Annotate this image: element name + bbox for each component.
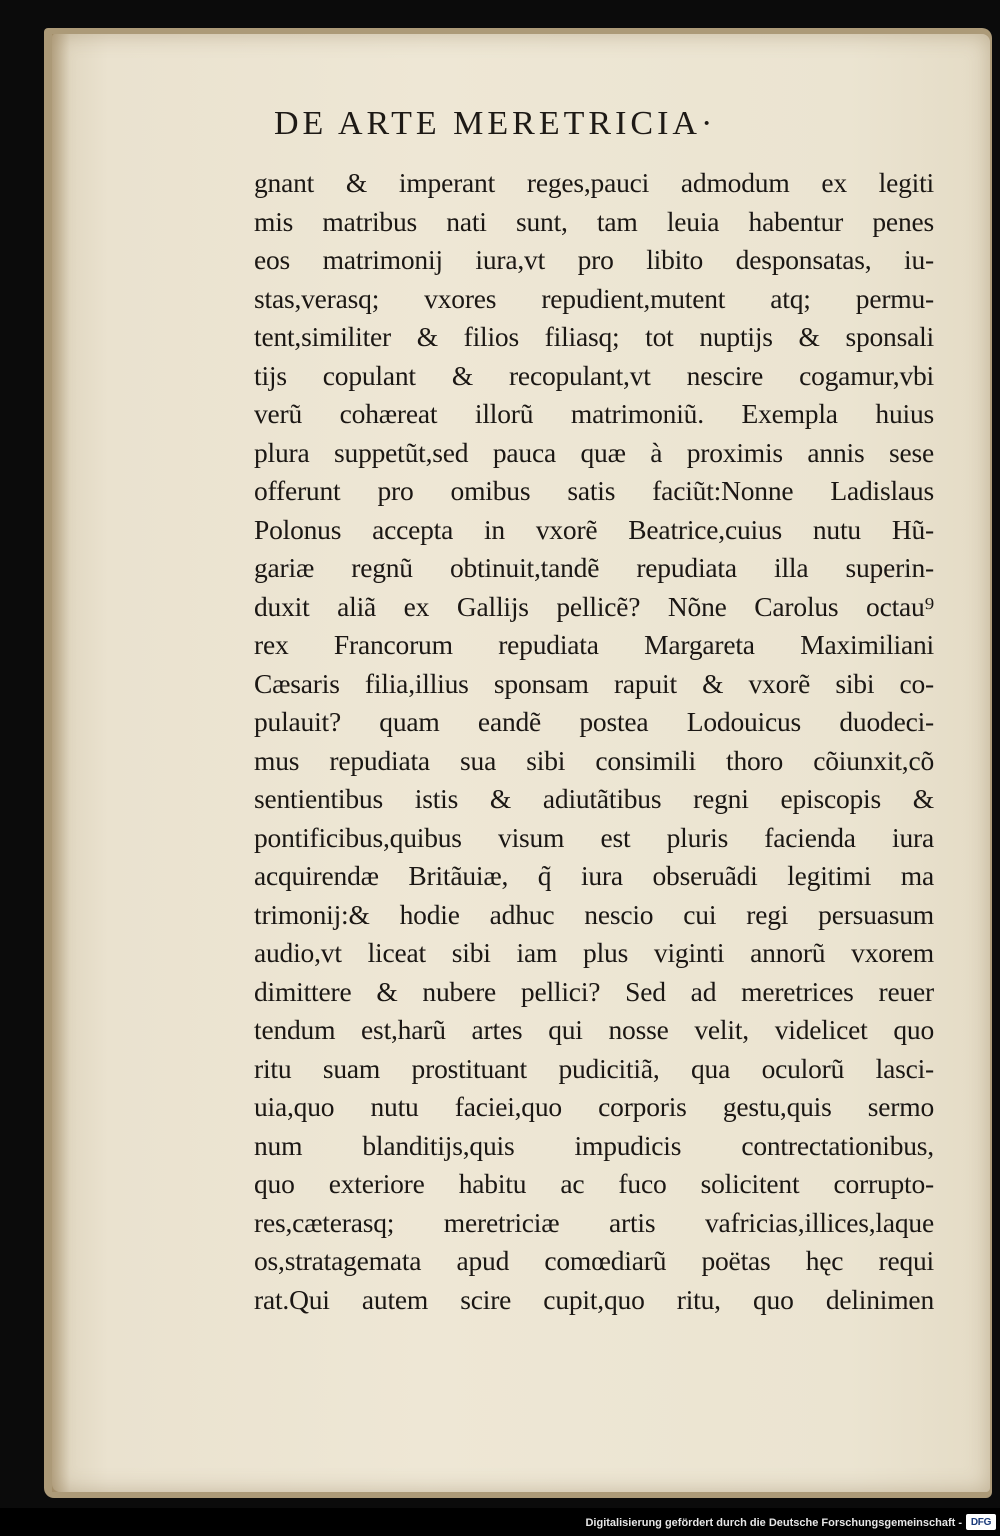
text-line: acquirendæ Britãuiæ, q̃ iura obseruãdi legitimi ma bbox=[254, 860, 934, 891]
text-line: verũ cohæreat illorũ matrimoniũ. Exempla huius bbox=[254, 398, 934, 429]
text-line: rex Francorum repudiata Margareta Maximiliani bbox=[254, 629, 934, 660]
text-line: quo exteriore habitu ac fuco solicitent corrupto- bbox=[254, 1168, 934, 1199]
text-line: sentientibus istis & adiutãtibus regni episcopis & bbox=[254, 783, 934, 814]
text-line: audio,vt liceat sibi iam plus viginti annorũ vxorem bbox=[254, 937, 934, 968]
text-line: gnant & imperant reges,pauci admodum ex legiti bbox=[254, 167, 934, 198]
text-line: mis matribus nati sunt, tam leuia habentur penes bbox=[254, 205, 934, 237]
dfg-logo: DFG bbox=[966, 1514, 996, 1530]
text-line: num blanditijs,quis impudicis contrectationibus, bbox=[254, 1129, 934, 1161]
text-line: tent,similiter & filios filiasq; tot nuptijs & sponsali bbox=[254, 321, 934, 352]
text-block bbox=[254, 164, 934, 1319]
text-line: mus repudiata sua sibi consimili thoro cõiunxit,cõ bbox=[254, 744, 934, 776]
text-line: os,stratagemata apud comœdiarũ poëtas hęc requi bbox=[254, 1245, 934, 1276]
text-line: plura suppetũt,sed pauca quæ à proximis annis sese bbox=[254, 436, 934, 468]
text-line: duxit aliã ex Gallijs pellicẽ? Nõne Carolus octau⁹ bbox=[254, 590, 934, 622]
text-line: Polonus accepta in vxorẽ Beatrice,cuius nutu Hũ- bbox=[254, 513, 934, 545]
text-line: pulauit? quam eandẽ postea Lodouicus duodeci- bbox=[254, 706, 934, 737]
text-line: offerunt pro omibus satis faciũt:Nonne Ladislaus bbox=[254, 475, 934, 506]
gutter-shading bbox=[52, 34, 70, 1492]
text-line: tijs copulant & recopulant,vt nescire cogamur,vbi bbox=[254, 359, 934, 391]
text-line: tendum est,harũ artes qui nosse velit, videlicet quo bbox=[254, 1014, 934, 1045]
text-line: uia,quo nutu faciei,quo corporis gestu,quis sermo bbox=[254, 1091, 934, 1122]
running-title: DE ARTE MERETRICIA· bbox=[274, 105, 717, 142]
text-line: pontificibus,quibus visum est pluris facienda iura bbox=[254, 821, 934, 853]
text-line: gariæ regnũ obtinuit,tandẽ repudiata illa superin- bbox=[254, 552, 934, 583]
text-line: Cæsaris filia,illius sponsam rapuit & vxorẽ sibi co- bbox=[254, 667, 934, 699]
text-line: trimonij:& hodie adhuc nescio cui regi persuasum bbox=[254, 898, 934, 930]
text-line: dimittere & nubere pellici? Sed ad meretrices reuer bbox=[254, 975, 934, 1007]
text-line: rat.Qui autem scire cupit,quo ritu, quo delinimen bbox=[254, 1283, 934, 1315]
funding-credit: Digitalisierung gefördert durch die Deutsche Forschungsgemeinschaft - bbox=[585, 1517, 962, 1529]
text-line: eos matrimonij iura,vt pro libito desponsatas, iu- bbox=[254, 244, 934, 275]
text-line: stas,verasq; vxores repudient,mutent atq; permu- bbox=[254, 282, 934, 314]
text-line: ritu suam prostituant pudicitiã, qua oculorũ lasci- bbox=[254, 1052, 934, 1084]
text-line: res,cæterasq; meretriciæ artis vafricias,illices,laque bbox=[254, 1206, 934, 1238]
